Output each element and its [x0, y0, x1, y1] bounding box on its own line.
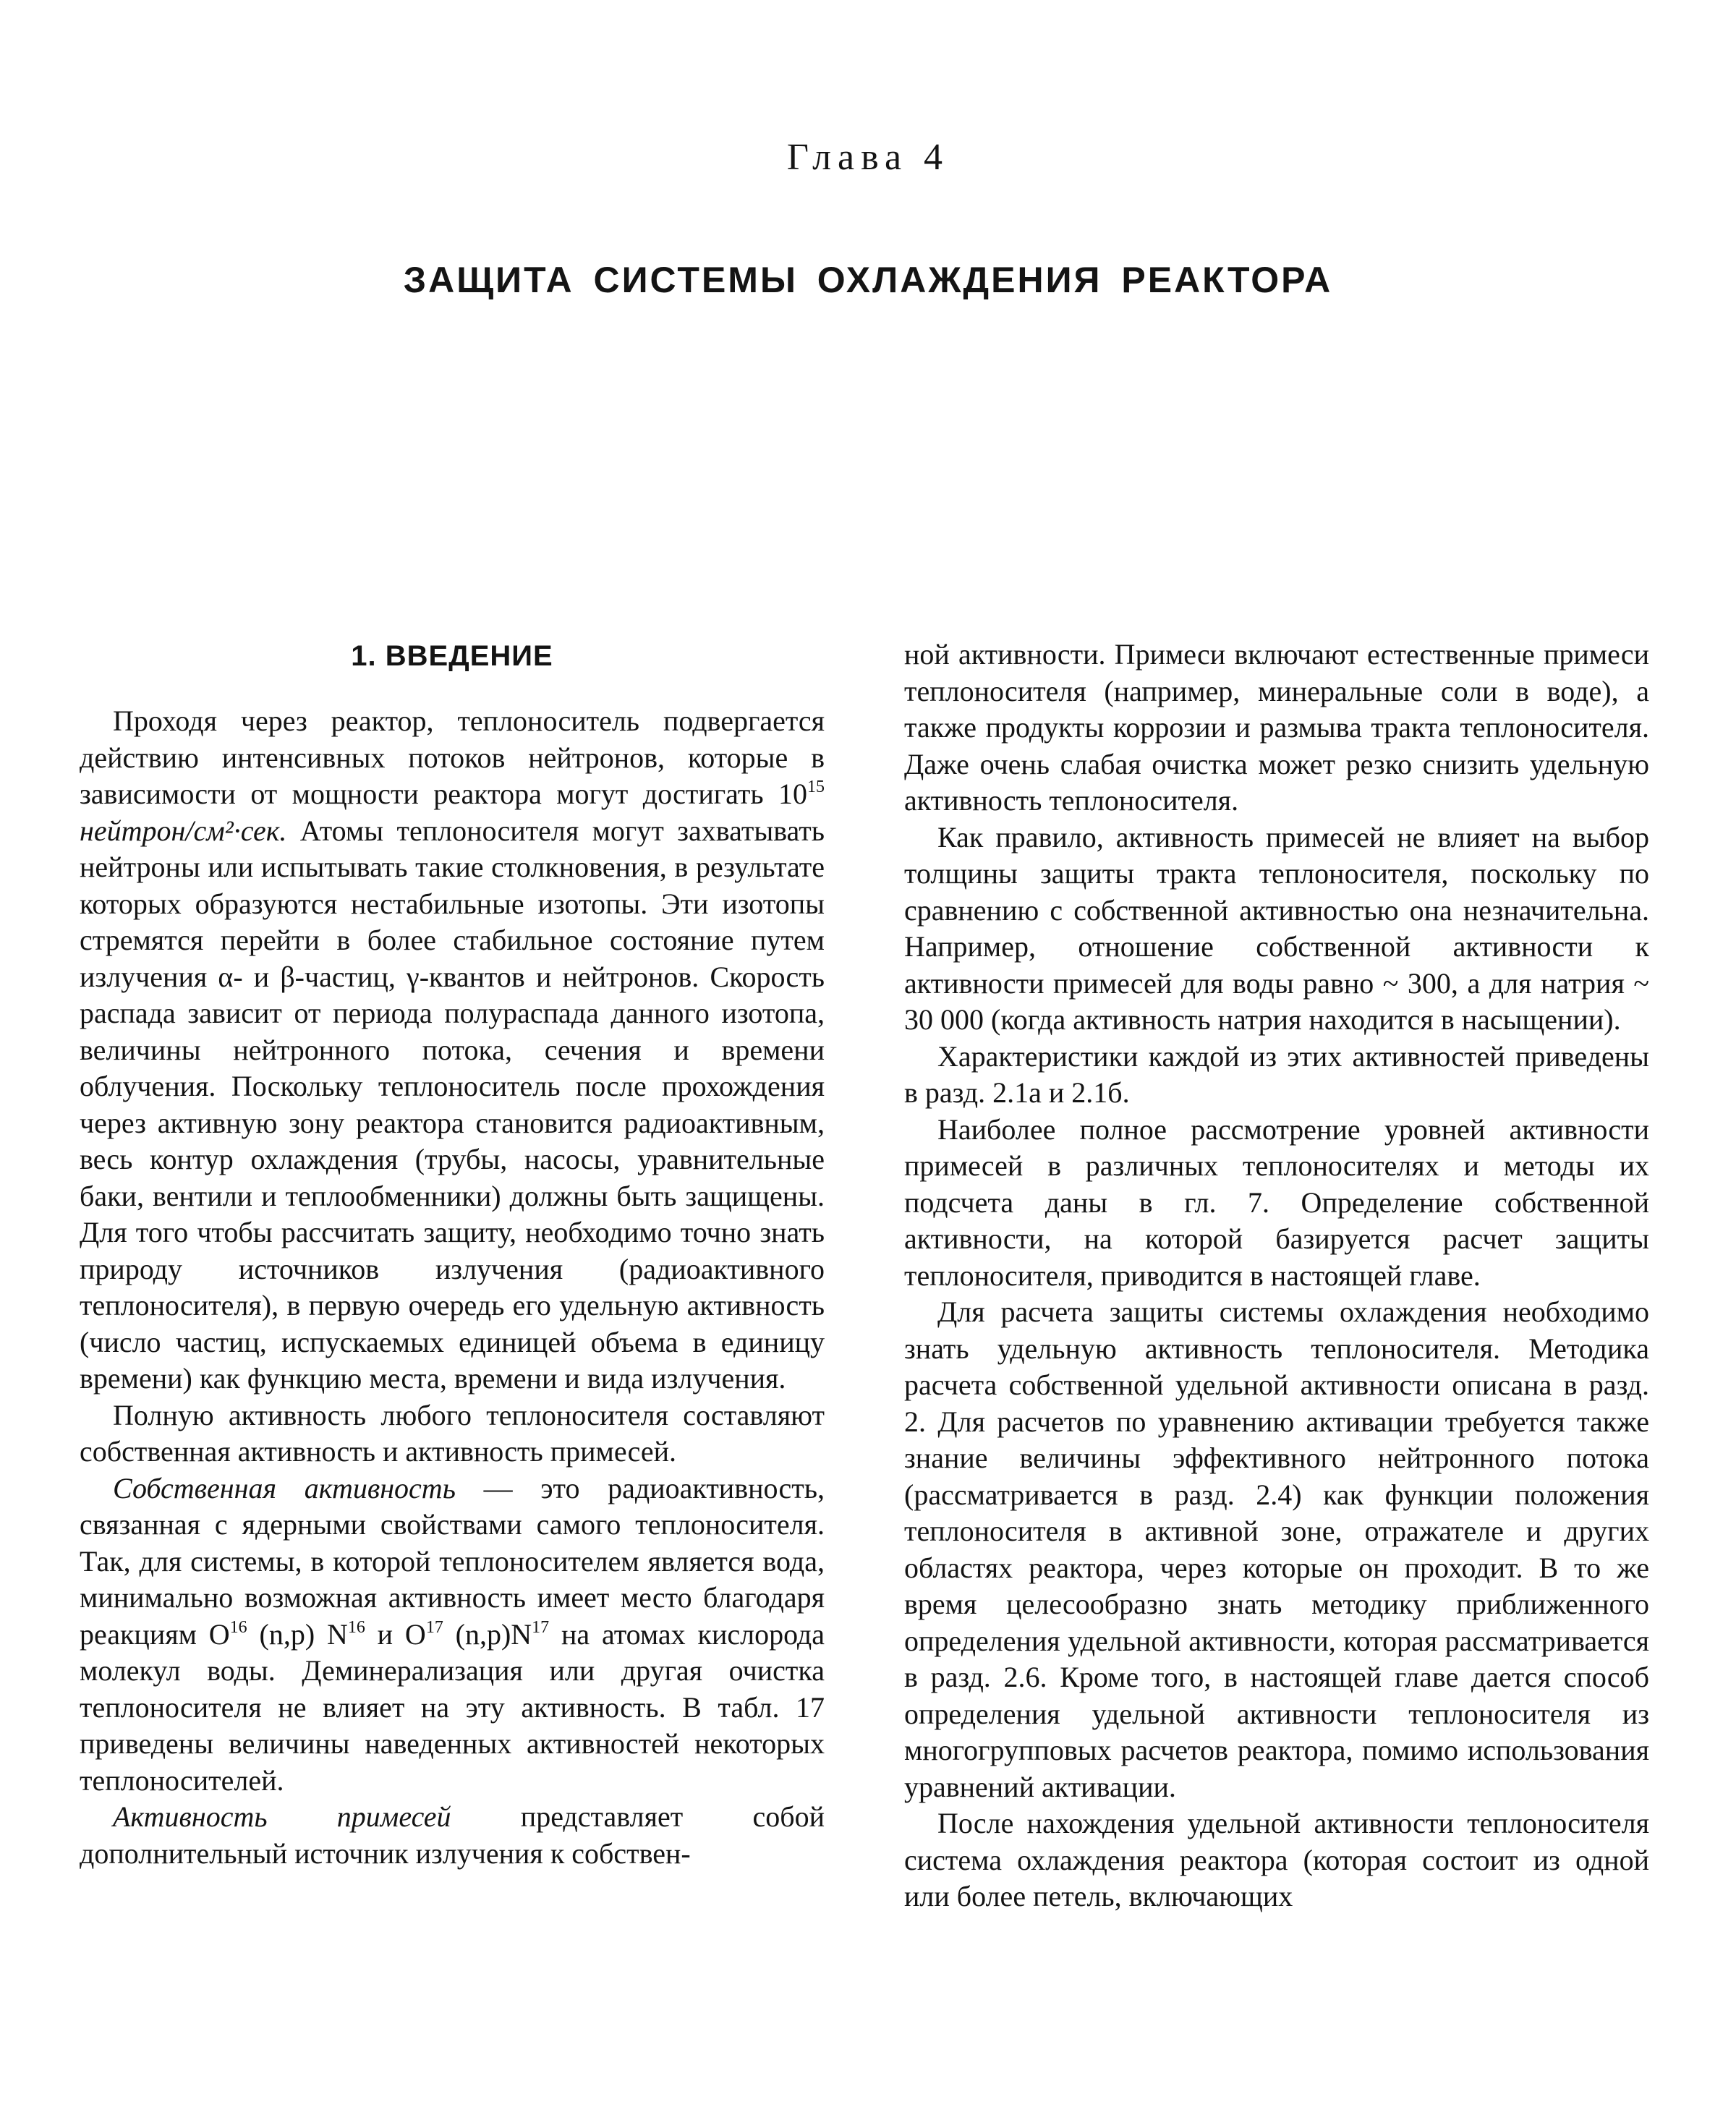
unit-text: нейтрон/см²·сек. [80, 814, 287, 847]
isotope-mass: 16 [347, 1617, 365, 1637]
paragraph-9: Для расчета защиты системы охлаждения необходимо знать удельную активность теплоносителя. Методика расчета собственной удельной активности описана в разд. 2. Для расчетов по уравнению активации требуется также знание величины эффективного нейтронного потока (рассматривается в разд. 2.4) как функции положения теплоносителя в активной зоне, отражателе и других областях реактора, через которые он проходит. В то же время целесообразно знать методику приближенного определения удельной активности, которая рассматривается в разд. 2.6. Кроме того, в настоящей главе дается способ определения удельной активности теплоносителя из многогрупповых расчетов реактора, помимо использования уравнений активации. [904, 1295, 1649, 1803]
paragraph-text: на атомах кислорода молекул воды. Деминерализация или другая очистка теплоносителя не влияет на эту активность. В табл. 17 приведены величины наведенных активностей некоторых теплоносителей. [80, 1617, 825, 1797]
exponent: 15 [807, 778, 825, 796]
paragraph-8: Наиболее полное рассмотрение уровней активности примесей в различных теплоносителях и методы их подсчета даны в гл. 7. Определение собственной активности, на которой базируется расчет защиты теплоносителя, приводится в настоящей главе. [904, 1112, 1649, 1292]
isotope-mass: 16 [229, 1617, 247, 1637]
chapter-title: ЗАЩИТА СИСТЕМЫ ОХЛАЖДЕНИЯ РЕАКТОРА [403, 260, 1333, 300]
isotope-mass: 17 [425, 1617, 443, 1637]
paragraph-text: представляет собой дополнительный источник излучения к собствен- [80, 1800, 825, 1870]
reaction-text: (n,p) N [247, 1617, 348, 1651]
chapter-label: Глава 4 [786, 137, 950, 178]
isotope-mass: 17 [532, 1617, 550, 1637]
paragraph-5: ной активности. Примеси включают естественные примеси теплоносителя (например, минеральные соли в воде), а также продукты коррозии и размыва тракта теплоносителя. Даже очень слабая очистка может резко снизить удельную активность теплоносителя. [904, 638, 1649, 817]
paragraph-7: Характеристики каждой из этих активностей приведены в разд. 2.1а и 2.1б. [904, 1039, 1649, 1109]
left-column [80, 631, 825, 1872]
paragraph-3 [80, 1470, 825, 1800]
paragraph-text: Атомы теплоносителя могут захватывать нейтроны или испытывать такие столкновения, в результате которых образуются нестабильные изотопы. Эти изотопы стремятся перейти в более стабильное состояние путем излучения α- и β-частиц, γ-квантов и нейтронов. Скорость распада зависит от периода полураспада данного изотопа, величины нейтронного потока, сечения и времени облучения. Поскольку теплоноситель после прохождения через активную зону реактора становится радиоактивным, весь контур охлаждения (трубы, насосы, уравнительные баки, вентили и теплообменники) должны быть защищены. Для того чтобы рассчитать защиту, необходимо точно знать природу источников излучения (радиоактивного теплоносителя), в первую очередь его удельную активность (число частиц, испускаемых единицей объема в единицу времени) как функцию места, времени и вида излучения. [80, 814, 825, 1395]
section-heading: 1. ВВЕДЕНИЕ [351, 640, 553, 672]
paragraph-text: — это радиоактивность, связанная с ядерными свойствами самого теплоносителя. Так, для системы, в которой теплоносителем является вода, минимально возможная активность имеет место благодаря реакциям O [80, 1471, 825, 1651]
paragraph-10: После нахождения удельной активности теплоносителя система охлаждения реактора (которая состоит из одной или более петель, включающих [904, 1807, 1649, 1912]
term-own-activity: Собственная активность [113, 1471, 456, 1504]
paragraph-text: Проходя через реактор, теплоноситель подвергается действию интенсивных потоков нейтронов, которые в зависимости от мощности реактора могут достигать 10 [80, 705, 825, 810]
right-column [904, 637, 1649, 1915]
paragraph-1 [80, 703, 825, 1397]
term-impurity-activity: Активность примесей [113, 1800, 451, 1833]
paragraph-4 [80, 1799, 825, 1872]
paragraph-2: Полную активность любого теплоносителя составляют собственная активность и активность примесей. [80, 1398, 825, 1468]
reaction-text: (n,p)N [443, 1617, 532, 1651]
paragraph-text: и O [365, 1617, 426, 1651]
paragraph-6: Как правило, активность примесей не влияет на выбор толщины защиты тракта теплоносителя, поскольку по сравнению с собственной активностью она незначительна. Например, отношение собственной активности к активности примесей для воды равно ~ 300, а для натрия ~ 30 000 (когда активность натрия находится в насыщении). [904, 820, 1649, 1036]
